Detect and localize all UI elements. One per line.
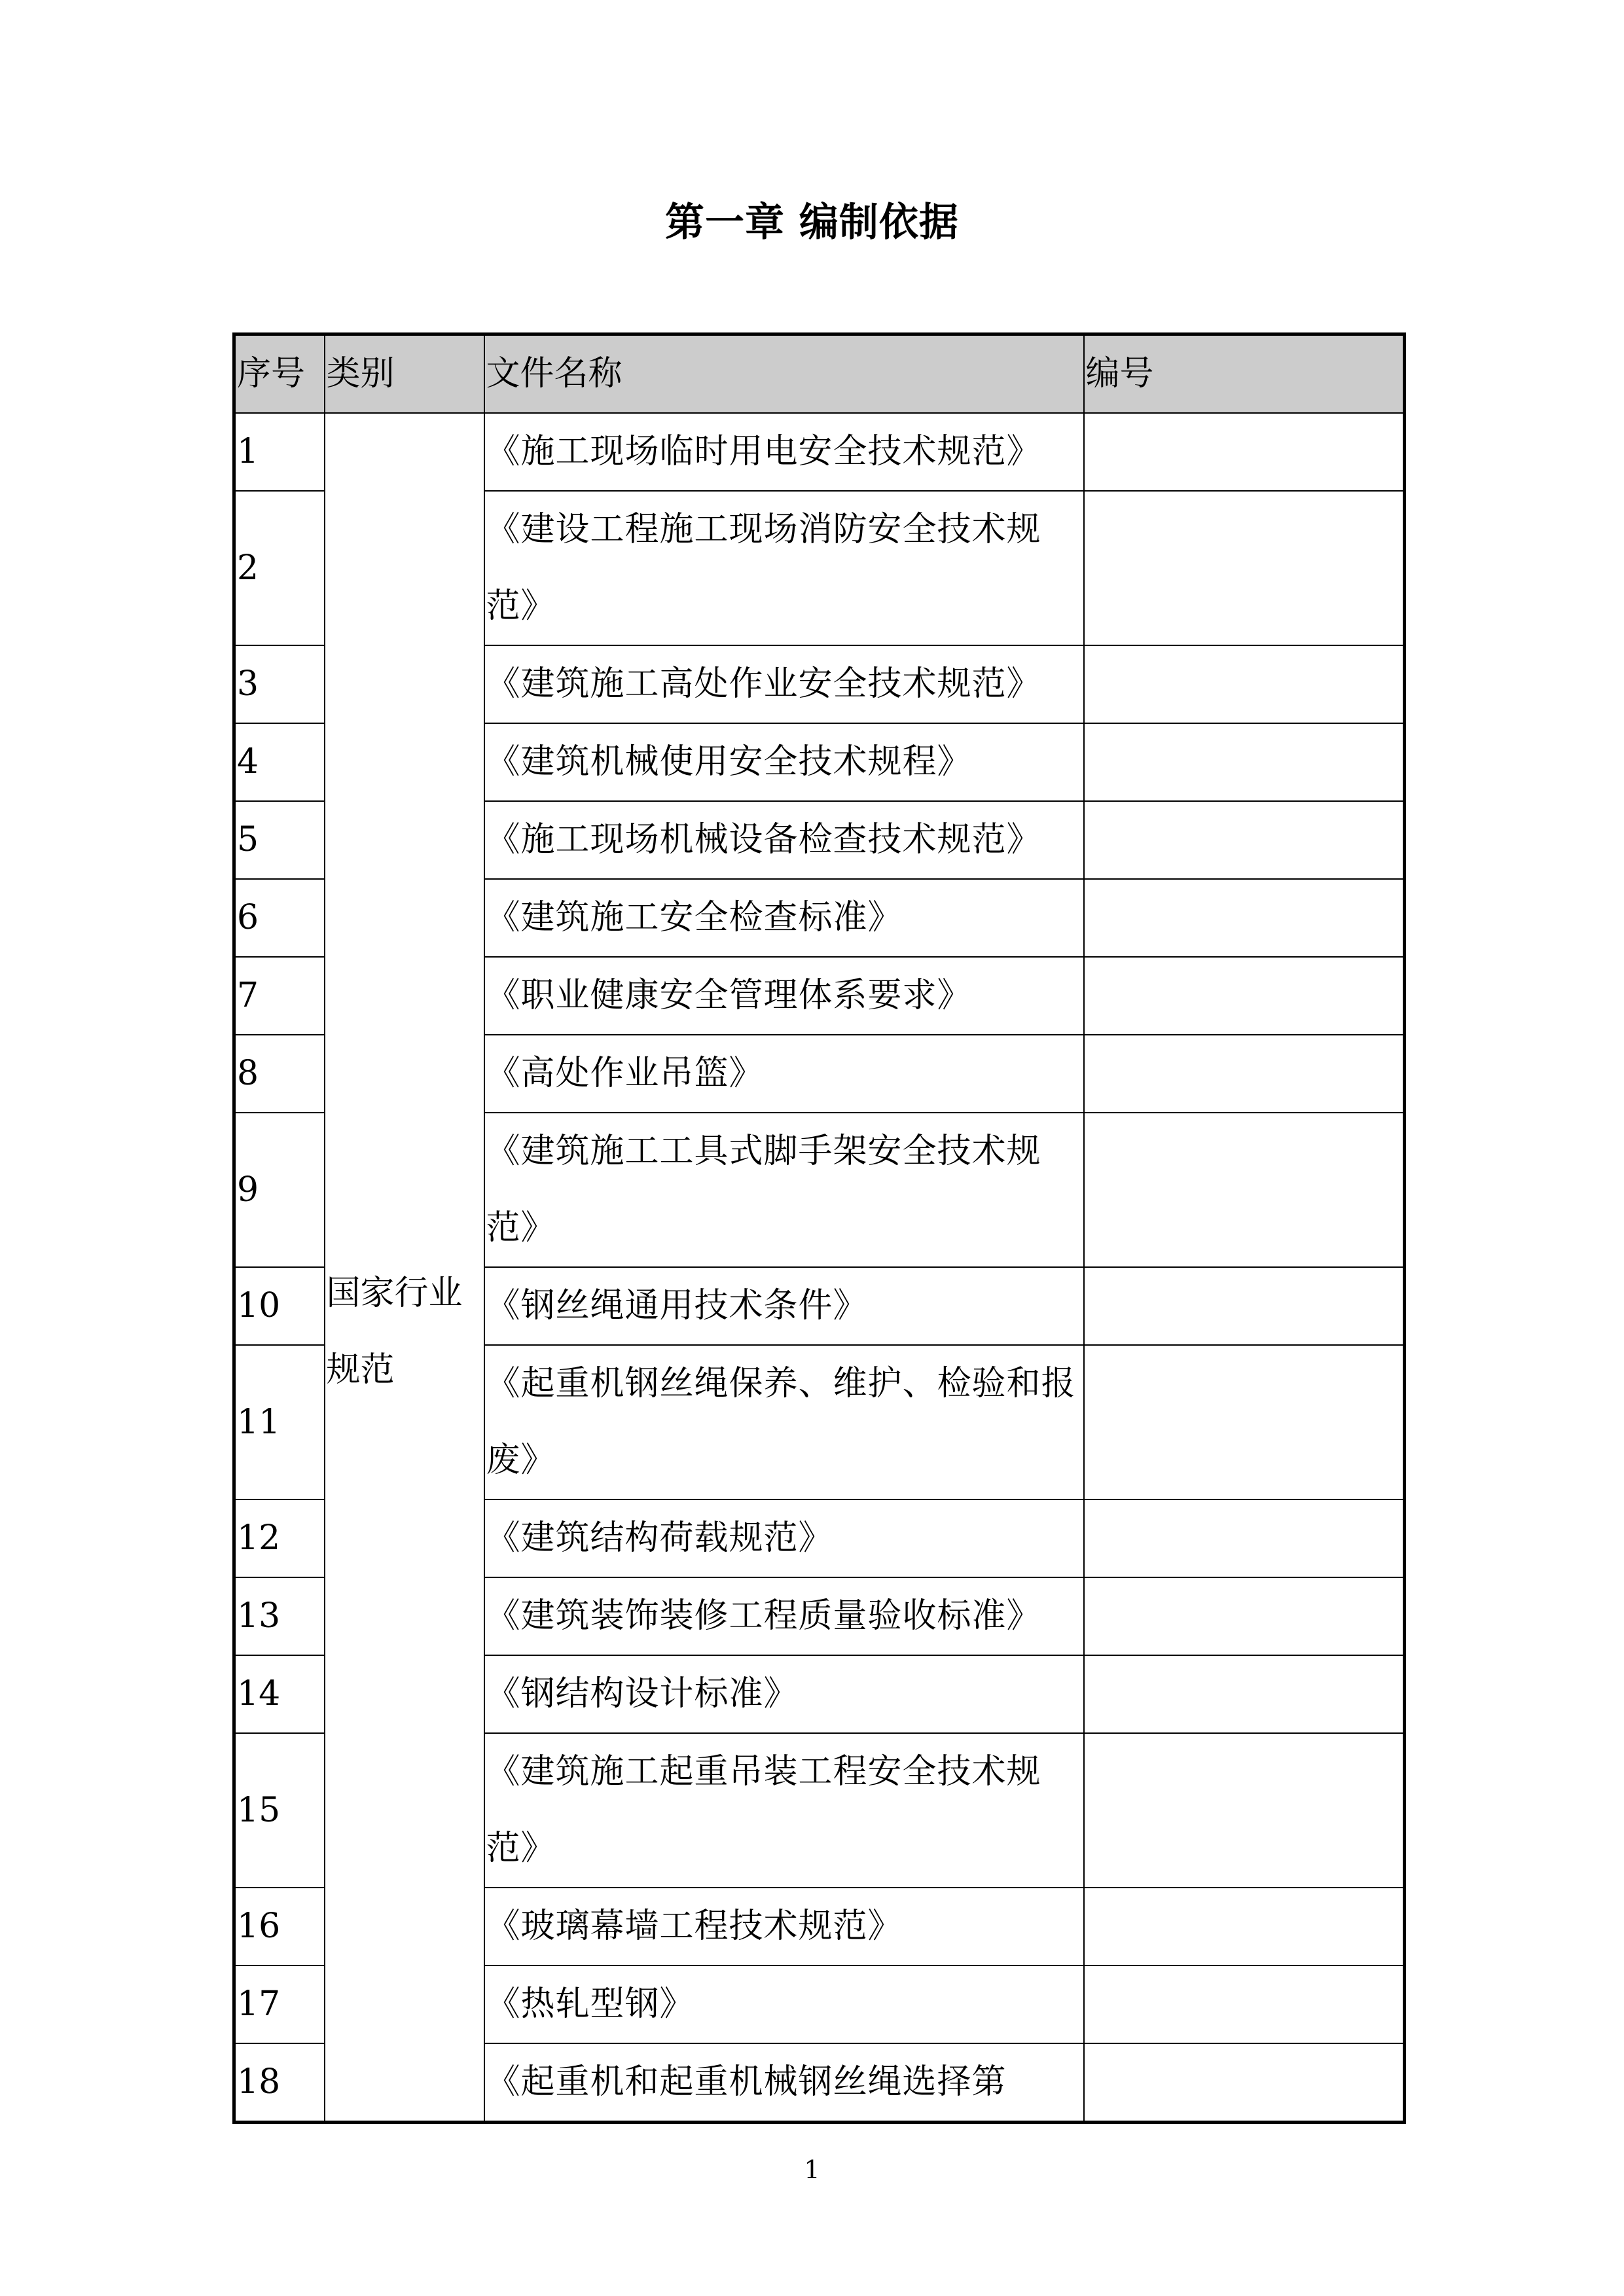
row-name: 《钢丝绳通用技术条件》 (484, 1267, 1084, 1345)
row-code (1084, 1888, 1405, 1965)
header-no: 序号 (234, 334, 325, 414)
row-code (1084, 1965, 1405, 2043)
row-no: 14 (234, 1655, 325, 1733)
row-code (1084, 1655, 1405, 1733)
row-name: 《建筑施工安全检查标准》 (484, 879, 1084, 957)
row-code (1084, 1267, 1405, 1345)
row-no: 7 (234, 957, 325, 1035)
row-name: 《起重机和起重机械钢丝绳选择第 (484, 2043, 1084, 2123)
row-name: 《热轧型钢》 (484, 1965, 1084, 2043)
standards-table (232, 332, 1406, 2124)
row-no: 2 (234, 491, 325, 645)
row-name: 《建筑结构荷载规范》 (484, 1499, 1084, 1577)
header-category: 类别 (325, 334, 484, 414)
row-name: 《建筑机械使用安全技术规程》 (484, 723, 1084, 801)
row-code (1084, 723, 1405, 801)
row-code (1084, 2043, 1405, 2123)
row-no: 15 (234, 1733, 325, 1888)
row-name: 《建筑施工高处作业安全技术规范》 (484, 645, 1084, 723)
row-code (1084, 879, 1405, 957)
row-name: 《施工现场机械设备检查技术规范》 (484, 801, 1084, 879)
row-code (1084, 957, 1405, 1035)
header-name: 文件名称 (484, 334, 1084, 414)
table-row (234, 413, 1405, 491)
row-no: 8 (234, 1035, 325, 1113)
row-no: 12 (234, 1499, 325, 1577)
row-name: 《钢结构设计标准》 (484, 1655, 1084, 1733)
row-no: 17 (234, 1965, 325, 2043)
row-name: 《建筑施工工具式脚手架安全技术规范》 (484, 1113, 1084, 1267)
category-cell: 国家行业规范 (325, 413, 484, 2123)
row-no: 10 (234, 1267, 325, 1345)
page-number: 1 (804, 2155, 820, 2184)
table-header-row (234, 334, 1405, 414)
row-code (1084, 1035, 1405, 1113)
row-no: 3 (234, 645, 325, 723)
row-no: 4 (234, 723, 325, 801)
row-name: 《玻璃幕墙工程技术规范》 (484, 1888, 1084, 1965)
row-name: 《建筑施工起重吊装工程安全技术规范》 (484, 1733, 1084, 1888)
row-code (1084, 1113, 1405, 1267)
row-no: 18 (234, 2043, 325, 2123)
row-no: 11 (234, 1345, 325, 1499)
row-code (1084, 645, 1405, 723)
row-no: 13 (234, 1577, 325, 1655)
row-code (1084, 1577, 1405, 1655)
row-code (1084, 1345, 1405, 1499)
row-code (1084, 1733, 1405, 1888)
row-name: 《职业健康安全管理体系要求》 (484, 957, 1084, 1035)
row-name: 《高处作业吊篮》 (484, 1035, 1084, 1113)
row-code (1084, 1499, 1405, 1577)
row-no: 16 (234, 1888, 325, 1965)
row-no: 9 (234, 1113, 325, 1267)
header-code: 编号 (1084, 334, 1405, 414)
row-code (1084, 491, 1405, 645)
row-name: 《施工现场临时用电安全技术规范》 (484, 413, 1084, 491)
row-no: 1 (234, 413, 325, 491)
row-no: 5 (234, 801, 325, 879)
row-name: 《起重机钢丝绳保养、维护、检验和报废》 (484, 1345, 1084, 1499)
row-code (1084, 801, 1405, 879)
row-name: 《建设工程施工现场消防安全技术规范》 (484, 491, 1084, 645)
row-name: 《建筑装饰装修工程质量验收标准》 (484, 1577, 1084, 1655)
page-title: 第一章 编制依据 (665, 200, 959, 245)
row-no: 6 (234, 879, 325, 957)
row-code (1084, 413, 1405, 491)
